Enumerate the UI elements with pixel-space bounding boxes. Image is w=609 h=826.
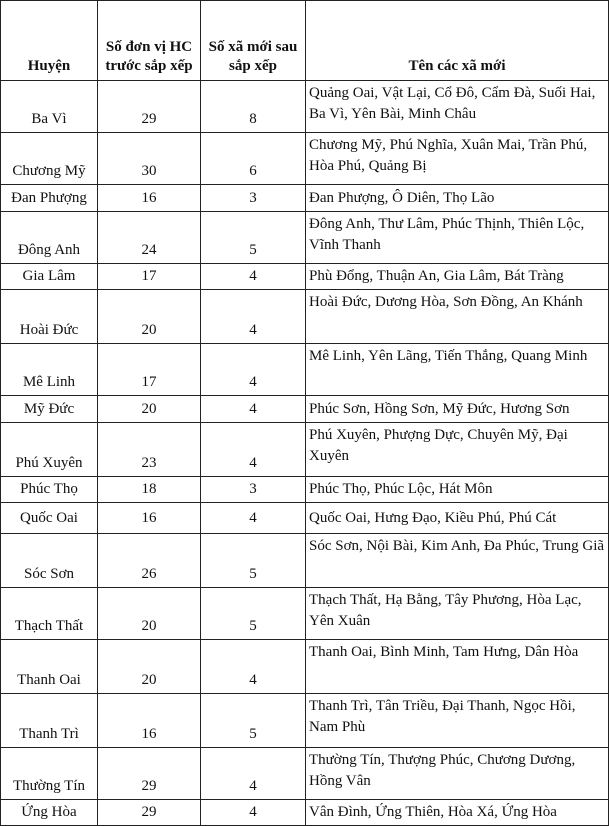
- new-commune-names-cell: Sóc Sơn, Nội Bài, Kim Anh, Đa Phúc, Trung Giã: [306, 534, 609, 588]
- new-commune-names-cell: Chương Mỹ, Phú Nghĩa, Xuân Mai, Trần Phú, Hòa Phú, Quảng Bị: [306, 133, 609, 185]
- district-cell: Thạch Thất: [1, 588, 98, 640]
- new-commune-names-cell: Thạch Thất, Hạ Bằng, Tây Phương, Hòa Lạc, Yên Xuân: [306, 588, 609, 640]
- units-before-cell: 23: [98, 423, 201, 477]
- units-before-cell: 26: [98, 534, 201, 588]
- table-row: [1, 423, 609, 477]
- table-row: [1, 534, 609, 588]
- communes-after-cell: 5: [201, 212, 306, 264]
- district-cell: Sóc Sơn: [1, 534, 98, 588]
- new-commune-names-cell: Đan Phượng, Ô Diên, Thọ Lão: [306, 185, 609, 212]
- district-cell: Quốc Oai: [1, 503, 98, 534]
- table-row: [1, 800, 609, 826]
- district-cell: Ba Vì: [1, 81, 98, 133]
- communes-after-cell: 6: [201, 133, 306, 185]
- new-commune-names-cell: Quốc Oai, Hưng Đạo, Kiều Phú, Phú Cát: [306, 503, 609, 534]
- new-commune-names-cell: Thanh Trì, Tân Triều, Đại Thanh, Ngọc Hồi, Nam Phù: [306, 694, 609, 748]
- district-cell: Đông Anh: [1, 212, 98, 264]
- district-cell: Thanh Trì: [1, 694, 98, 748]
- table-row: [1, 212, 609, 264]
- new-commune-names-cell: Phúc Sơn, Hồng Sơn, Mỹ Đức, Hương Sơn: [306, 396, 609, 423]
- district-cell: Thanh Oai: [1, 640, 98, 694]
- new-commune-names-cell: Phúc Thọ, Phúc Lộc, Hát Môn: [306, 477, 609, 503]
- units-before-cell: 20: [98, 290, 201, 344]
- communes-after-cell: 4: [201, 396, 306, 423]
- communes-after-cell: 4: [201, 423, 306, 477]
- header-communes-after: Số xã mới sau sắp xếp: [201, 1, 306, 81]
- communes-after-cell: 4: [201, 344, 306, 396]
- units-before-cell: 16: [98, 694, 201, 748]
- table-row: [1, 588, 609, 640]
- table-row: [1, 81, 609, 133]
- table-row: [1, 396, 609, 423]
- units-before-cell: 30: [98, 133, 201, 185]
- communes-after-cell: 5: [201, 694, 306, 748]
- communes-after-cell: 5: [201, 588, 306, 640]
- table-row: [1, 344, 609, 396]
- district-cell: Đan Phượng: [1, 185, 98, 212]
- communes-after-cell: 4: [201, 800, 306, 826]
- district-cell: Phú Xuyên: [1, 423, 98, 477]
- table-row: [1, 133, 609, 185]
- district-cell: Thường Tín: [1, 748, 98, 800]
- units-before-cell: 29: [98, 81, 201, 133]
- communes-after-cell: 4: [201, 640, 306, 694]
- table-row: [1, 503, 609, 534]
- header-district: Huyện: [1, 1, 98, 81]
- communes-after-cell: 5: [201, 534, 306, 588]
- district-cell: Chương Mỹ: [1, 133, 98, 185]
- communes-after-cell: 4: [201, 290, 306, 344]
- new-commune-names-cell: Quảng Oai, Vật Lại, Cổ Đô, Cẩm Đà, Suối Hai, Ba Vì, Yên Bài, Minh Châu: [306, 81, 609, 133]
- units-before-cell: 29: [98, 748, 201, 800]
- new-commune-names-cell: Phù Đổng, Thuận An, Gia Lâm, Bát Tràng: [306, 264, 609, 290]
- new-commune-names-cell: Thanh Oai, Bình Minh, Tam Hưng, Dân Hòa: [306, 640, 609, 694]
- district-cell: Mỹ Đức: [1, 396, 98, 423]
- table-row: [1, 640, 609, 694]
- units-before-cell: 17: [98, 344, 201, 396]
- units-before-cell: 18: [98, 477, 201, 503]
- communes-after-cell: 4: [201, 264, 306, 290]
- units-before-cell: 20: [98, 396, 201, 423]
- communes-after-cell: 4: [201, 503, 306, 534]
- table-row: [1, 185, 609, 212]
- units-before-cell: 20: [98, 588, 201, 640]
- new-commune-names-cell: Vân Đình, Ứng Thiên, Hòa Xá, Ứng Hòa: [306, 800, 609, 826]
- units-before-cell: 16: [98, 185, 201, 212]
- header-units-before: Số đơn vị HC trước sắp xếp: [98, 1, 201, 81]
- new-commune-names-cell: Phú Xuyên, Phượng Dực, Chuyên Mỹ, Đại Xuyên: [306, 423, 609, 477]
- district-cell: Phúc Thọ: [1, 477, 98, 503]
- communes-after-cell: 8: [201, 81, 306, 133]
- units-before-cell: 20: [98, 640, 201, 694]
- district-cell: Gia Lâm: [1, 264, 98, 290]
- units-before-cell: 16: [98, 503, 201, 534]
- table-row: [1, 748, 609, 800]
- communes-after-cell: 4: [201, 748, 306, 800]
- communes-after-cell: 3: [201, 477, 306, 503]
- district-cell: Hoài Đức: [1, 290, 98, 344]
- district-cell: Mê Linh: [1, 344, 98, 396]
- table-row: [1, 477, 609, 503]
- units-before-cell: 24: [98, 212, 201, 264]
- new-commune-names-cell: Hoài Đức, Dương Hòa, Sơn Đồng, An Khánh: [306, 290, 609, 344]
- header-new-commune-names: Tên các xã mới: [306, 1, 609, 81]
- table-body: [1, 81, 609, 826]
- units-before-cell: 29: [98, 800, 201, 826]
- communes-after-cell: 3: [201, 185, 306, 212]
- units-before-cell: 17: [98, 264, 201, 290]
- header-row: [1, 1, 609, 81]
- table-row: [1, 694, 609, 748]
- new-commune-names-cell: Thường Tín, Thượng Phúc, Chương Dương, Hồng Vân: [306, 748, 609, 800]
- district-cell: Ứng Hòa: [1, 800, 98, 826]
- new-commune-names-cell: Mê Linh, Yên Lãng, Tiến Thắng, Quang Minh: [306, 344, 609, 396]
- new-commune-names-cell: Đông Anh, Thư Lâm, Phúc Thịnh, Thiên Lộc, Vĩnh Thanh: [306, 212, 609, 264]
- table-row: [1, 290, 609, 344]
- table-row: [1, 264, 609, 290]
